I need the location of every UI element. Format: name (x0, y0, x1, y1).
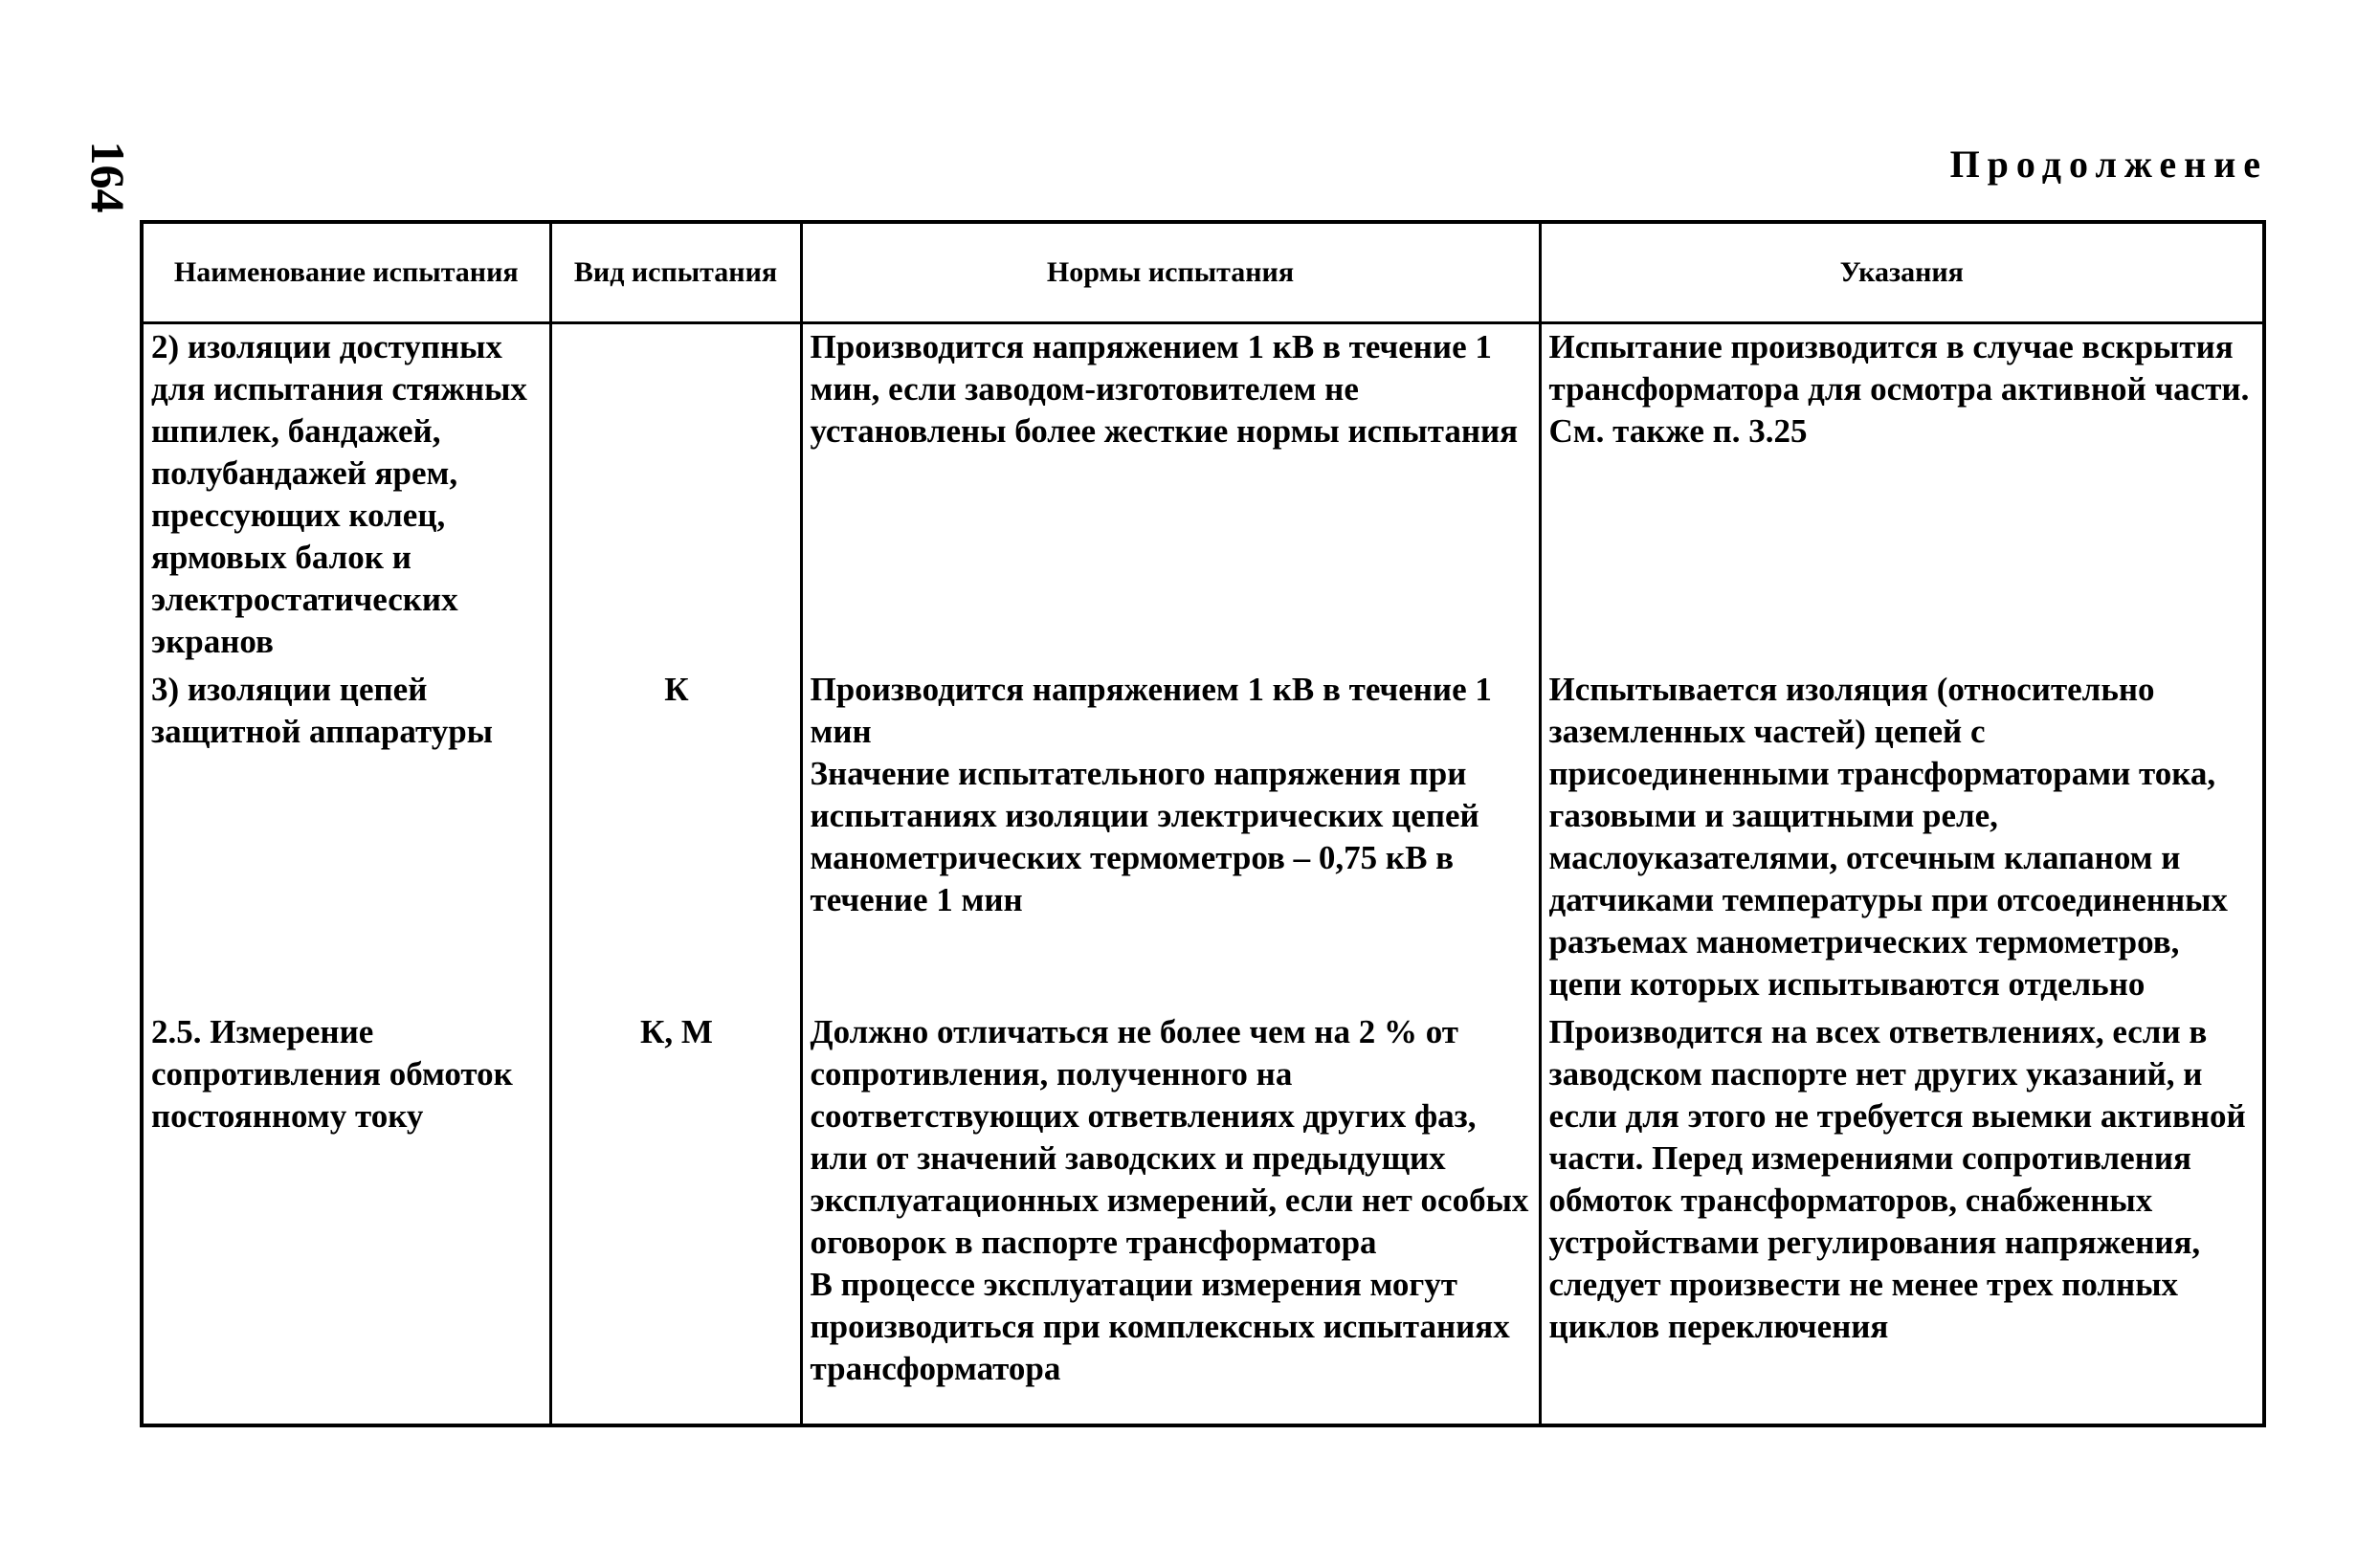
norms-paragraph: Должно отличаться не более чем на 2 % от сопротивления, полученного на соответствующих ответвлениях других фаз, или от значений заводских и предыдущих эксплуатационных измерений, если нет особых оговорок в паспорте трансформатора (810, 1013, 1529, 1261)
norms-paragraph: Производится напряжением 1 кВ в течение 1 мин (810, 671, 1492, 750)
test-norms-table (140, 220, 2266, 1427)
cell-test-type (550, 323, 801, 668)
norms-paragraph: Производится напряжением 1 кВ в течение 1 мин, если заводом-изготовителем не установлены более жесткие нормы испытания (810, 328, 1519, 450)
norms-paragraph: В процессе эксплуатации измерения могут производиться при комплексных испытаниях трансформатора (810, 1266, 1510, 1387)
cell-notes: Производится на всех ответвлениях, если в заводском паспорте нет других указаний, и если для этого не требуется выемки активной части. Перед измерениями сопротивления обмоток трансформаторов, снабженных устройствами регулирования напряжения, следует произвести не менее трех полных циклов переключения (1540, 1009, 2262, 1424)
header-test-name: Наименование испытания (144, 224, 550, 323)
cell-test-name: 2) изоляции доступных для испытания стяжных шпилек, бандажей, полубандажей ярем, прессующих колец, ярмовых балок и электростатических экранов (144, 323, 550, 668)
cell-test-norms (801, 323, 1540, 668)
table-row (144, 667, 2262, 1009)
cell-notes: Испытывается изоляция (относительно заземленных частей) цепей с присоединенными трансформаторами тока, газовыми и защитными реле, маслоуказателями, отсечным клапаном и датчиками температуры при отсоединенных разъемах манометрических термометров, цепи которых испытываются отдельно (1540, 667, 2262, 1009)
norms-paragraph: Значение испытательного напряжения при испытаниях изоляции электрических цепей манометрических термометров – 0,75 кВ в течение 1 мин (810, 755, 1479, 918)
header-test-type: Вид испытания (550, 224, 801, 323)
cell-test-norms (801, 667, 1540, 1009)
cell-test-name: 2.5. Измерение сопротивления обмоток постоянному току (144, 1009, 550, 1424)
table-row (144, 1009, 2262, 1424)
header-test-norms: Нормы испытания (801, 224, 1540, 323)
cell-test-type: К, М (550, 1009, 801, 1424)
cell-notes: Испытание производится в случае вскрытия трансформатора для осмотра активной части. См. также п. 3.25 (1540, 323, 2262, 668)
cell-test-norms (801, 1009, 1540, 1424)
page-number: 164 (81, 141, 135, 213)
table-row (144, 323, 2262, 668)
cell-test-type: К (550, 667, 801, 1009)
table-header-row (144, 224, 2262, 323)
cell-test-name: 3) изоляции цепей защитной аппаратуры (144, 667, 550, 1009)
header-notes: Указания (1540, 224, 2262, 323)
continuation-label: Продолжение (1949, 143, 2268, 186)
